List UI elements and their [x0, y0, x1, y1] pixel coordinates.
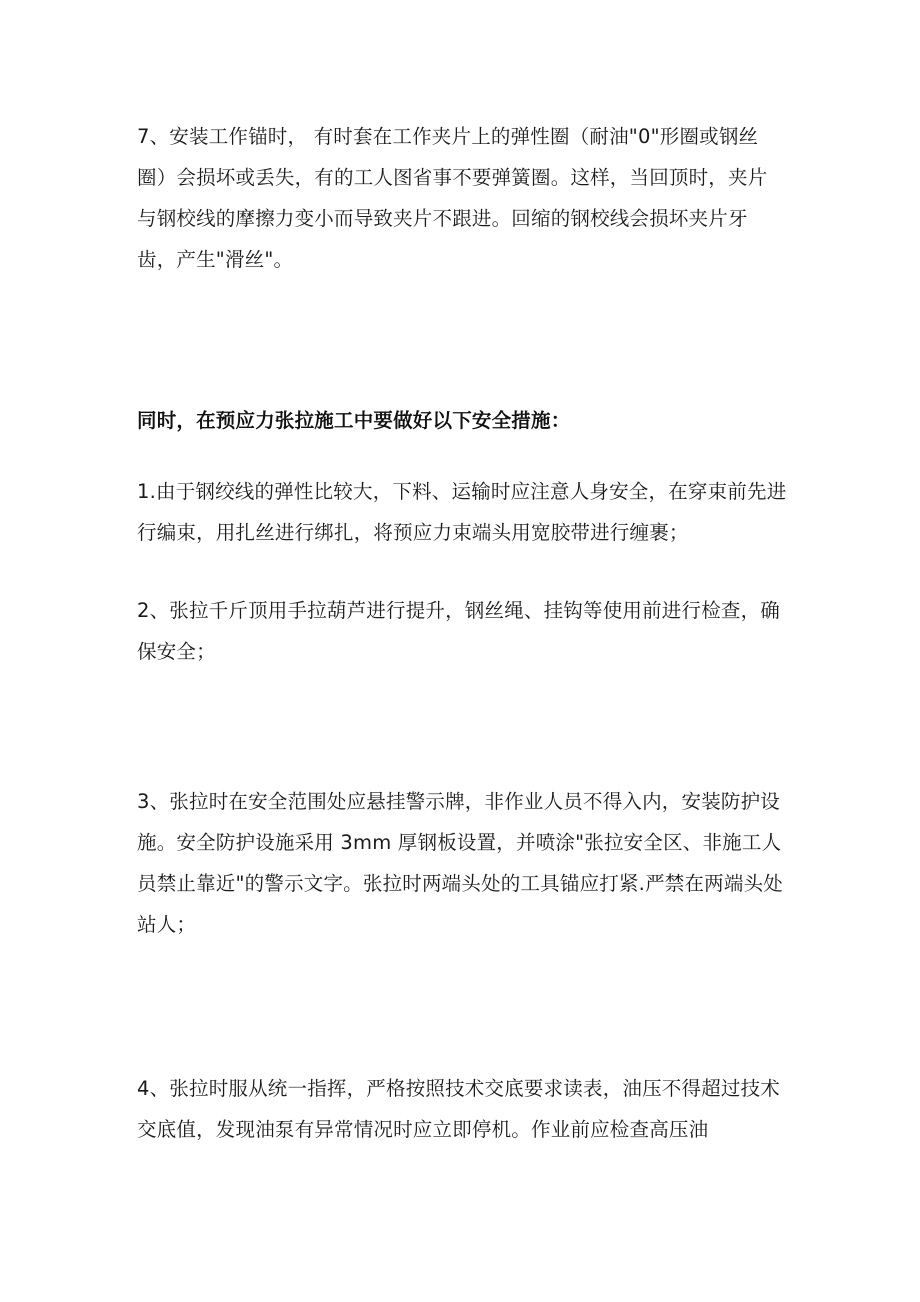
section-heading-safety-measures: 同时，在预应力张拉施工中要做好以下安全措施：	[137, 409, 571, 432]
paragraph-measure-2: 2、张拉千斤顶用手拉葫芦进行提升，钢丝绳、挂钩等使用前进行检查，确保安全；	[137, 599, 781, 663]
paragraph-measure-1: 1.由于钢绞线的弹性比较大，下料、运输时应注意人身安全，在穿束前先进行编束，用扎丝进行绑扎，将预应力束端头用宽胶带进行缠裹；	[137, 480, 787, 544]
paragraph-measure-3: 3、张拉时在安全范围处应悬挂警示牌，非作业人员不得入内，安装防护设施。安全防护设施采用 3mm 厚钢板设置，并喷涂"张拉安全区、非施工人员禁止靠近"的警示文字。张拉时两端头处的工具锚应打紧.严禁在两端头处站人；	[137, 790, 783, 936]
paragraph-measure-4: 4、张拉时服从统一指挥，严格按照技术交底要求读表，油压不得超过技术交底值，发现油泵有异常情况时应立即停机。作业前应检查高压油	[137, 1077, 781, 1141]
paragraph-item-7: 7、安装工作锚时， 有时套在工作夹片上的弹性圈（耐油"0"形圈或钢丝圈）会损坏或丢失，有的工人图省事不要弹簧圈。这样，当回顶时，夹片与钢校线的摩擦力变小而导致夹片不跟进。回缩的钢校线会损坏夹片牙齿，产生"滑丝"。	[137, 125, 768, 271]
